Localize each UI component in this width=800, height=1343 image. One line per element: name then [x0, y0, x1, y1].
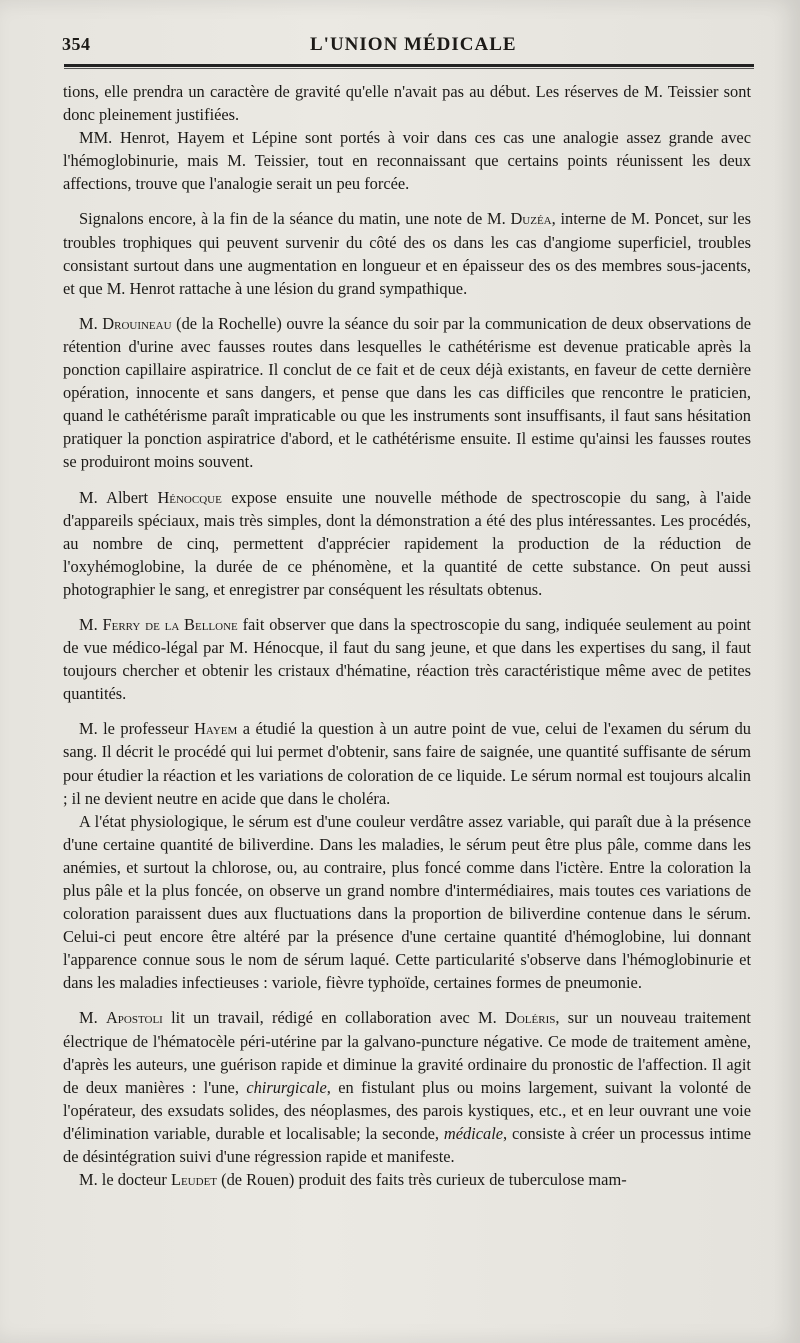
page-number: 354: [62, 34, 91, 54]
paragraph-text: tions, elle prendra un caractère de gravité qu'elle n'avait pas au début. Les réserves de M. Teissier sont donc pleinement justifiées.: [63, 82, 751, 125]
person-name: Doléris: [505, 1008, 556, 1028]
paragraph-text: a étudié la question à un autre point de vue, celui de l'examen du sérum du sang. Il décrit le procédé qui lui permet d'obtenir, sans faire de saignée, une quantité suffisante de sérum pour étudier la réaction et les variations de coloration de ce liquide. Le sérum normal est toujours alcalin ; il ne devient neutre en acide que dans le choléra.: [63, 719, 751, 808]
person-name: Duzéa: [510, 209, 552, 229]
paragraph-text: Signalons encore, à la fin de la séance du matin, une note de M.: [79, 209, 511, 229]
paragraph-text: M.: [79, 1008, 106, 1028]
paragraph-text: MM. Henrot, Hayem et Lépine sont portés à voir dans ces cas une analogie assez grande avec l'hémoglobinurie, mais M. Teissier, tout en reconnaissant que certains points réunissent les deux affections, trouve que l'analogie serait un peu forcée.: [63, 128, 751, 194]
paragraph-text: (de la Rochelle) ouvre la séance du soir par la communication de deux observations de rétention d'urine avec fausses routes dans lesquelles le cathétérisme est devenue praticable après la ponction capillaire aspiratrice. Il conclut de ce fait et de ceux déjà existants, en faveur de cette dernière opération, innocente et sans dangers, et pense que dans les cas difficiles que rencontre le praticien, quand le cathétérisme paraît impraticable ou que les instruments sont insuffisants, il faut sans hésitation pratiquer la ponction aspiratrice d'abord, et le cathétérisme ensuite. Il estime qu'ainsi les fausses routes se produiront moins souvent.: [63, 313, 751, 472]
paragraph-text: , sur un nouveau traitement électrique de l'hématocèle péri-utérine par la galvano-puncture négative. Ce mode de traitement amène, d'après les auteurs, une guérison rapide et diminue la gravité ordinaire du pronostic de l'affection. Il agit de deux manières : l'une,: [63, 1008, 751, 1097]
person-name: Leudet: [170, 1170, 218, 1190]
paragraph-text: , interne de M. Poncet, sur les troubles trophiques qui peuvent survenir du côté des os dans les cas d'angiome superficiel, troubles consistant surtout dans une augmentation en longueur et en épaisseur des os des membres sous-jacents, et que M. Henrot rattache à une lésion du grand sympathique.: [63, 209, 751, 298]
paragraph: [63, 126, 751, 195]
paragraph-text: fait observer que dans la spectroscopie du sang, indiquée seulement au point de vue médico-légal par M. Hénocque, il faut du sang jeune, et que dans les expertises du sang, il faut toujours chercher et obtenir les cristaux d'hématine, réaction très caractéristique même avec de petites quantités.: [63, 614, 751, 704]
person-name: Hayem: [194, 719, 238, 739]
paragraph: [63, 1168, 751, 1191]
paragraph: [63, 486, 751, 601]
paragraph: [63, 717, 751, 809]
paragraph: [63, 207, 751, 299]
paragraph: [63, 1006, 751, 1168]
page-header: [62, 30, 752, 60]
paragraph-text: , consiste à créer un processus intime de désintégration suivi d'une régression rapide et manifeste.: [63, 1123, 751, 1167]
running-title: L'UNION MÉDICALE: [310, 34, 517, 55]
paragraph-text: , en fistulant plus ou moins largement, suivant la volonté de l'opérateur, des exsudats solides, des néoplasmes, des parois kystiques, etc., et en leur ouvrant une voie d'élimination variable, durable et localisable; la seconde,: [63, 1077, 751, 1143]
paragraph-text: M. le docteur: [79, 1170, 171, 1190]
person-name: Hénocque: [157, 487, 222, 507]
paragraph-text: M. le professeur: [79, 719, 195, 739]
paragraph-text: expose ensuite une nouvelle méthode de spectroscopie du sang, à l'aide d'appareils spéciaux, mais très simples, dont la démonstration a été des plus intéressantes. Les procédés, au nombre de cinq, permettent d'apprécier rapidement la production de la réduction de l'oxyhémoglobine, la durée de ce phénomène, et la quantité de cette substance. On peut aussi photographier le sang, et enregistrer par conséquent les résultats obtenus.: [63, 487, 751, 599]
paragraph-text: M.: [79, 313, 103, 333]
paragraph-text: M. Albert: [79, 487, 158, 507]
emphasized-term: chirurgicale: [246, 1077, 327, 1097]
paragraph: [63, 80, 751, 126]
paragraph-text: (de Rouen) produit des faits très curieux de tuberculose mam-: [217, 1170, 627, 1190]
person-name: Drouineau: [102, 313, 172, 333]
paragraph: [63, 613, 751, 705]
emphasized-term: médicale: [443, 1123, 504, 1143]
paragraph: [63, 810, 751, 995]
person-name: Ferry de la Bellone: [102, 614, 238, 634]
body-text: [63, 80, 751, 1191]
paragraph-text: lit un travail, rédigé en collaboration avec M.: [162, 1008, 506, 1028]
paragraph-text: M.: [79, 614, 103, 634]
person-name: Apostoli: [105, 1008, 163, 1028]
paragraph-text: A l'état physiologique, le sérum est d'une couleur verdâtre assez variable, qui paraît due à la présence d'une certaine quantité de biliverdine. Dans les maladies, le sérum peut être plus pâle, comme dans les anémies, et surtout la chlorose, ou, au contraire, plus foncé comme dans l'ictère. Entre la coloration la plus pâle et la plus foncée, on observe un grand nombre d'intermédiaires, mais toutes ces variations de coloration paraissent dues aux fluctuations dans la proportion de biliverdine contenue dans le sérum. Celui-ci peut encore être altéré par la présence d'une certaine quantité d'hémoglobine, lui donnant l'apparence connue sous le nom de sérum laqué. Cette particularité s'observe dans l'hémoglobinurie et dans les maladies infectieuses : variole, fièvre typhoïde, certaines formes de pneumonie.: [63, 811, 751, 993]
paragraph: [63, 312, 751, 474]
header-rule: [64, 64, 754, 69]
